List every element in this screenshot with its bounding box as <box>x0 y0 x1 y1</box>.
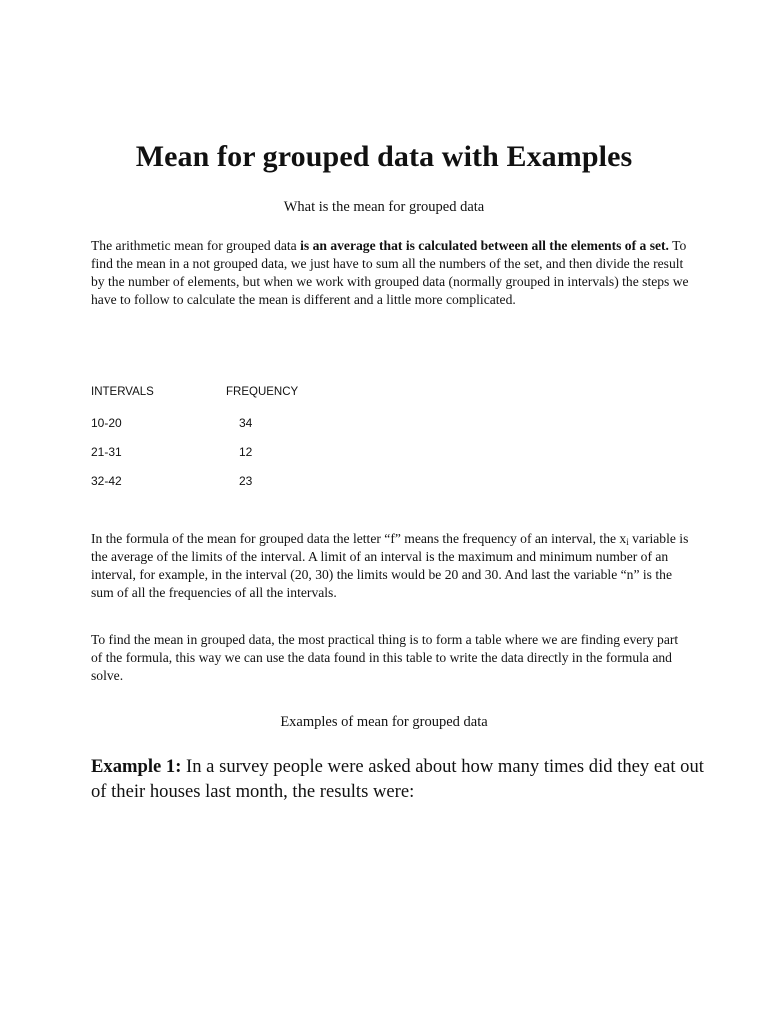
section-heading-examples: Examples of mean for grouped data <box>280 714 488 730</box>
table-cell-frequency: 12 <box>239 445 253 459</box>
table-header-frequency: FREQUENCY <box>226 386 299 398</box>
page-title: Mean for grouped data with Examples <box>135 140 633 173</box>
table-cell-frequency: 23 <box>239 474 253 488</box>
subscript-i: i <box>626 537 629 547</box>
example-1-label: Example 1: <box>91 756 182 777</box>
intro-text-end: To find the mean in a not grouped data, we just have to sum all the numbers of the set, and then divide the result by the number of elements, but when we work with grouped data (normally grouped in intervals) the steps we have to follow to calculate the mean is different and a little more complicated. <box>91 238 689 307</box>
example-1-text: In a survey people were asked about how many times did they eat out of their houses last month, the results were: <box>91 756 704 802</box>
intro-bold-definition: is an average that is calculated between all the elements of a set. <box>300 238 669 253</box>
section-heading-what-is-mean: What is the mean for grouped data <box>283 199 485 215</box>
table-cell-interval: 10-20 <box>91 416 122 430</box>
formula-text-start: In the formula of the mean for grouped data the letter “f” means the frequency of an interval, the x <box>91 531 627 546</box>
table-cell-interval: 21-31 <box>91 445 122 459</box>
example-1-paragraph <box>91 754 711 804</box>
intro-text-start: The arithmetic mean for grouped data <box>91 238 301 253</box>
table-header-intervals: INTERVALS <box>91 386 154 398</box>
formula-text-end: variable is the average of the limits of the interval. A limit of an interval is the maximum and minimum number of an interval, for example, in the interval (20, 30) the limits would be 20 and 30. And last the variable “n” is the sum of all the frequencies of all the intervals. <box>91 531 689 600</box>
table-method-paragraph: To find the mean in grouped data, the most practical thing is to form a table where we are finding every part of the formula, this way we can use the data found in this table to write the data directly in the formula and solve. <box>91 632 679 683</box>
formula-explanation-paragraph <box>91 530 691 602</box>
table-cell-frequency: 34 <box>239 416 253 430</box>
intro-paragraph <box>91 237 691 309</box>
table-cell-interval: 32-42 <box>91 474 122 488</box>
